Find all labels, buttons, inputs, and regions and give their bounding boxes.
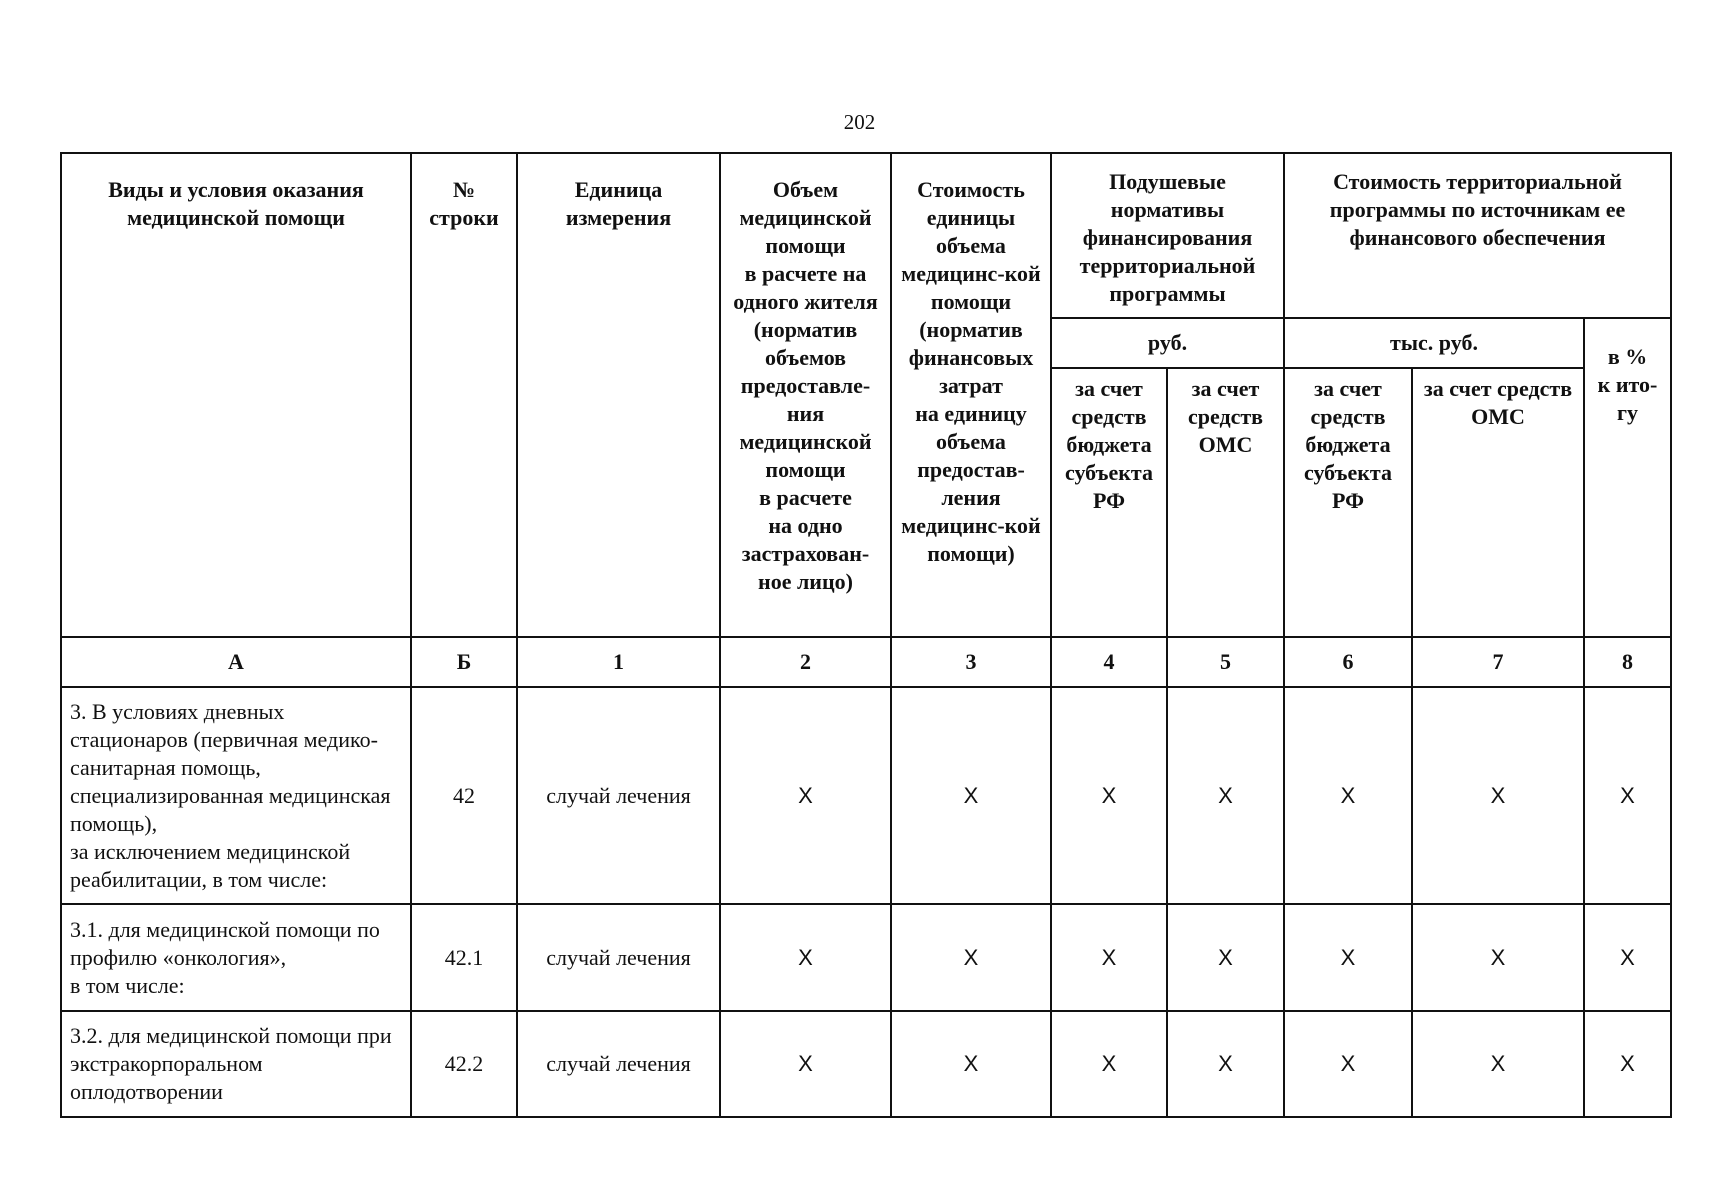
header-unit-thousand-rub: тыс. руб. xyxy=(1284,318,1584,368)
index-cell: 1 xyxy=(517,637,720,687)
header-oms-thousand: за счет средств ОМС xyxy=(1412,368,1584,637)
row-name: 3.2. для медицинской помощи при экстракорпоральном оплодотворении xyxy=(61,1011,411,1117)
row-value: Х xyxy=(1412,1011,1584,1117)
index-cell: 3 xyxy=(891,637,1051,687)
row-value: Х xyxy=(720,687,891,904)
row-value: Х xyxy=(720,904,891,1011)
row-value: Х xyxy=(1284,1011,1412,1117)
table-row xyxy=(61,687,1671,904)
row-unit: случай лечения xyxy=(517,1011,720,1117)
row-line-number: 42.1 xyxy=(411,904,517,1011)
row-line-number: 42.2 xyxy=(411,1011,517,1117)
header-budget-rub: за счет средств бюджета субъекта РФ xyxy=(1051,368,1167,637)
row-value: Х xyxy=(891,904,1051,1011)
row-name: 3.1. для медицинской помощи по профилю «онкология», в том числе: xyxy=(61,904,411,1011)
header-budget-thousand: за счет средств бюджета субъекта РФ xyxy=(1284,368,1412,637)
row-line-number: 42 xyxy=(411,687,517,904)
index-cell: 7 xyxy=(1412,637,1584,687)
page-number: 202 xyxy=(843,110,876,134)
row-unit: случай лечения xyxy=(517,687,720,904)
row-value: Х xyxy=(1051,1011,1167,1117)
row-value: Х xyxy=(1284,687,1412,904)
row-value: Х xyxy=(1051,904,1167,1011)
row-value: Х xyxy=(1167,904,1284,1011)
row-value: Х xyxy=(1584,904,1671,1011)
row-name: 3. В условиях дневных стационаров (первичная медико-санитарная помощь, специализированная медицинская помощь), за исключением медицинской реабилитации, в том числе: xyxy=(61,687,411,904)
header-per-capita-norms: Подушевые нормативы финансирования территориальной программы xyxy=(1051,153,1284,318)
header-row-number: № строки xyxy=(411,153,517,637)
header-unit-cost: Стоимость единицы объема медицинс-кой помощи (норматив финансовых затрат на единицу объема предостав-ления медицинс-кой помощи) xyxy=(891,153,1051,637)
row-value: Х xyxy=(891,687,1051,904)
header-program-cost: Стоимость территориальной программы по источникам ее финансового обеспечения xyxy=(1284,153,1671,318)
row-value: Х xyxy=(1412,687,1584,904)
index-cell: 5 xyxy=(1167,637,1284,687)
header-volume-per-capita: Объем медицинской помощи в расчете на одного жителя (норматив объемов предоставле-ния медицинской помощи в расчете на одно застрахован-ное лицо) xyxy=(720,153,891,637)
row-value: Х xyxy=(1584,687,1671,904)
row-value: Х xyxy=(1167,1011,1284,1117)
table-row xyxy=(61,904,1671,1011)
index-cell: А xyxy=(61,637,411,687)
header-service-types: Виды и условия оказания медицинской помощи xyxy=(61,153,411,637)
row-value: Х xyxy=(1051,687,1167,904)
index-cell: 4 xyxy=(1051,637,1167,687)
row-value: Х xyxy=(1584,1011,1671,1117)
index-cell: Б xyxy=(411,637,517,687)
index-cell: 8 xyxy=(1584,637,1671,687)
header-unit: Единица измерения xyxy=(517,153,720,637)
financing-table xyxy=(60,152,1672,1118)
header-row-1 xyxy=(61,153,1671,318)
row-value: Х xyxy=(891,1011,1051,1117)
table-row xyxy=(61,1011,1671,1117)
header-percent-of-total: в % к ито- гу xyxy=(1584,318,1671,637)
row-value: Х xyxy=(1284,904,1412,1011)
header-unit-rub: руб. xyxy=(1051,318,1284,368)
row-unit: случай лечения xyxy=(517,904,720,1011)
column-index-row xyxy=(61,637,1671,687)
row-value: Х xyxy=(720,1011,891,1117)
row-value: Х xyxy=(1412,904,1584,1011)
index-cell: 6 xyxy=(1284,637,1412,687)
header-oms-rub: за счет средств ОМС xyxy=(1167,368,1284,637)
row-value: Х xyxy=(1167,687,1284,904)
index-cell: 2 xyxy=(720,637,891,687)
